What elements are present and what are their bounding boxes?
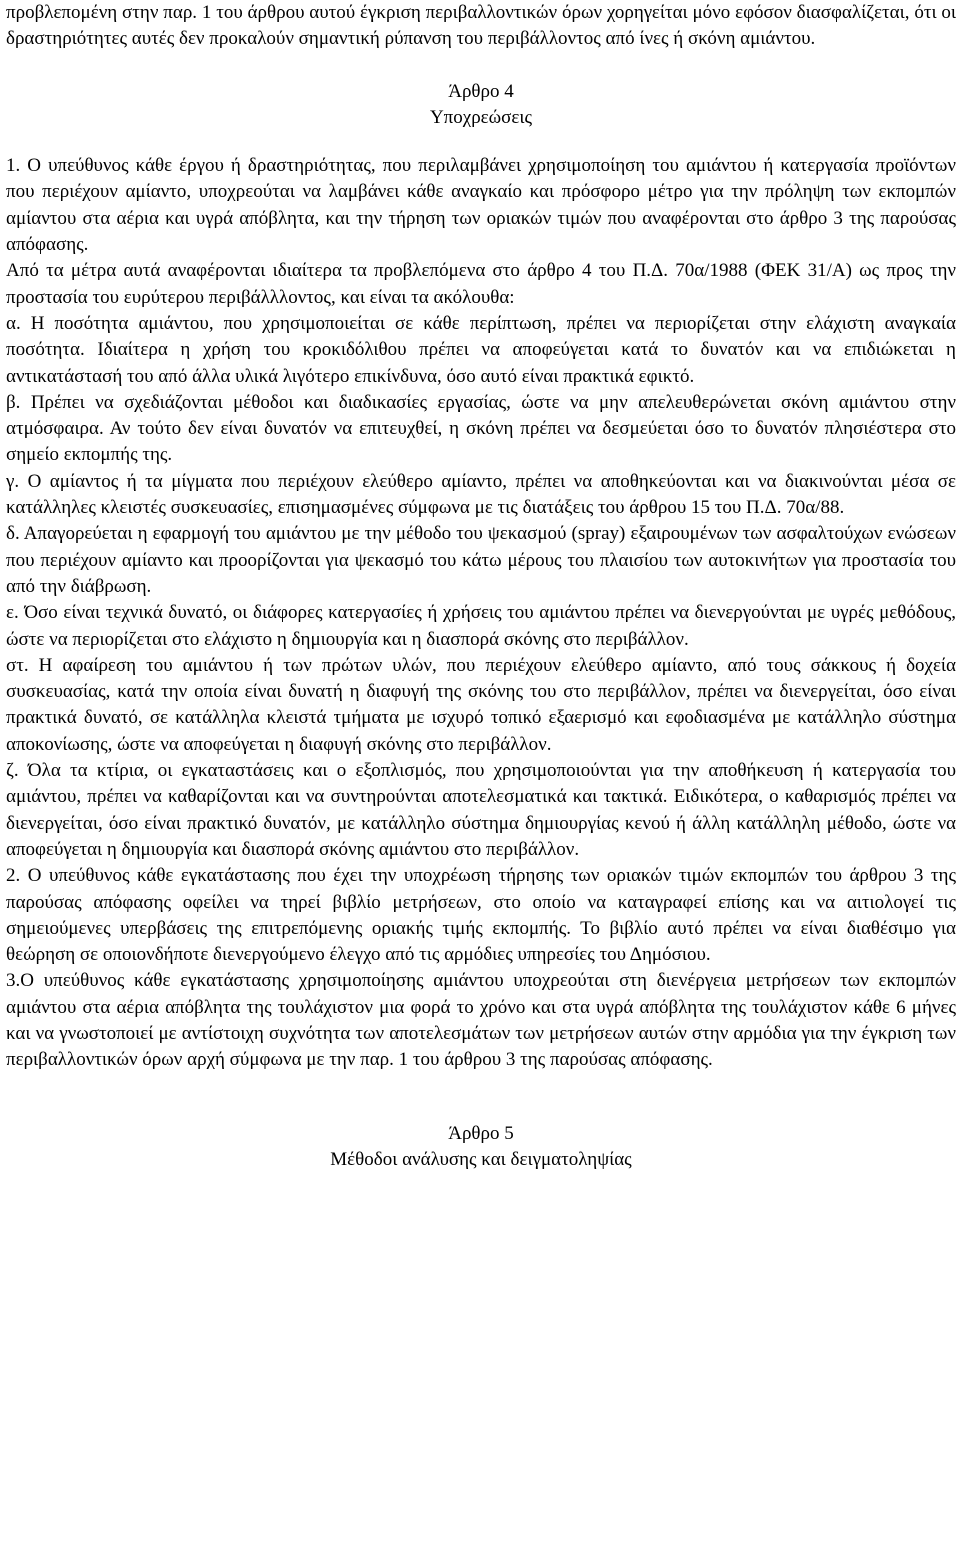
- article-5-heading: [6, 1121, 956, 1174]
- article-4-heading: [6, 79, 956, 132]
- paragraph-2: 2. Ο υπεύθυνος κάθε εγκατάστασης που έχει την υποχρέωση τήρησης των οριακών τιμών εκπομπών του άρθρου 3 της παρούσας απόφασης οφείλει να τηρεί βιβλίο μετρήσεων, στο οποίο να καταγραφεί επίσης και να αιτιολογεί τις σημειούμενες υπερβάσεις της επιτρεπόμενης οριακής τιμής εκπομπής. Το βιβλίο αυτό πρέπει να είναι διαθέσιμο για θεώρηση σε οποιονδήποτε διενεργούμενο έλεγχο από τις αρμόδιες υπηρεσίες του Δημόσιου.: [6, 865, 956, 966]
- paragraph-a: α. Η ποσότητα αμιάντου, που χρησιμοποιείται σε κάθε περίπτωση, πρέπει να περιορίζεται στην ελάχιστη αναγκαία ποσότητα. Ιδιαίτερα η χρήση του κροκιδόλιθου πρέπει να αποφεύγεται κατά το δυνατόν και να επιδιώκεται η αντικατάστασή του από άλλα υλικά λιγότερο επικίνδυνα, όσο αυτό είναι πρακτικά εφικτό.: [6, 312, 956, 387]
- paragraph-b: β. Πρέπει να σχεδιάζονται μέθοδοι και διαδικασίες εργασίας, ώστε να μην απελευθερώνεται σκόνη αμιάντου στην ατμόσφαιρα. Αν τούτο δεν είναι δυνατόν να επιτευχθεί, η σκόνη πρέπει να δεσμεύεται όσο το δυνατόν πλησιέστερα στο σημείο εκπομπής της.: [6, 391, 956, 466]
- article-4-title: Υποχρεώσεις: [429, 106, 533, 128]
- intro-paragraph: προβλεπομένη στην παρ. 1 του άρθρου αυτού έγκριση περιβαλλοντικών όρων χορηγείται μόνο εφόσον διασφαλίζεται, ότι οι δραστηριότητες αυτές δεν προκαλούν σημαντική ρύπανση του περιβάλλοντος από ίνες ή σκόνη αμιάντου.: [6, 2, 956, 50]
- paragraph-1: 1. Ο υπεύθυνος κάθε έργου ή δραστηριότητας, που περιλαμβάνει χρησιμοποίηση του αμιάντου ή κατεργασία προϊόντων που περιέχουν αμίαντο, υποχρεούται να λαμβάνει κάθε αναγκαίο και πρόσφορο μέτρο για την πρόληψη των εκπομπών αμίαντου στα αέρια και υγρά απόβλητα, και την τήρηση των οριακών τιμών που αναφέρονται στο άρθρο 3 της παρούσας απόφασης.: [6, 155, 956, 256]
- paragraph-e: ε. Όσο είναι τεχνικά δυνατό, οι διάφορες κατεργασίες ή χρήσεις του αμιάντου πρέπει να διενεργούνται με υγρές μεθόδους, ώστε να περιορίζεται στο ελάχιστο η δημιουργία και η διασπορά σκόνης στο περιβάλλον.: [6, 602, 956, 650]
- article-5-title: Μέθοδοι ανάλυσης και δειγματοληψίας: [330, 1148, 632, 1170]
- paragraph-d: δ. Απαγορεύεται η εφαρμογή του αμιάντου με την μέθοδο του ψεκασμού (spray) εξαιρουμένων των ασφαλτούχων ενώσεων που περιέχουν αμίαντο και προορίζονται για ψεκασμό του κάτω μέρους του πλαισίου των αυτοκινήτων για προστασία του από την διάβρωση.: [6, 523, 956, 597]
- paragraph-c: γ. Ο αμίαντος ή τα μίγματα που περιέχουν ελεύθερο αμίαντο, πρέπει να αποθηκεύονται και να διακινούνται μέσα σε κατάλληλες κλειστές συσκευασίες, επισημασμένες σύμφωνα με τις διατάξεις του άρθρου 15 του Π.Δ. 70α/88.: [6, 470, 956, 519]
- paragraph-st: στ. Η αφαίρεση του αμιάντου ή των πρώτων υλών, που περιέχουν ελεύθερο αμίαντο, από τους σάκκους ή δοχεία συσκευασίας, κατά την οποία είναι δυνατή η διαφυγή της σκόνης του στο περιβάλλον, πρέπει να διενεργείται, όσο είναι πρακτικά δυνατό, σε κατάλληλα κλειστά τμήματα με ισχυρό τοπικό εξαερισμό και εφοδιασμένα με κατάλληλο σύστημα αποκονίωσης, ώστε να αποφεύγεται η διαφυγή σκόνης στο περιβάλλον.: [6, 654, 956, 755]
- article-4-number: Άρθρο 4: [448, 80, 514, 102]
- paragraph-3: 3.Ο υπεύθυνος κάθε εγκατάστασης χρησιμοποίησης αμιάντου υποχρεούται στη διενέργεια μετρήσεων των εκπομπών αμιάντου στα αέρια απόβλητα της τουλάχιστον μια φορά το χρόνο και στα υγρά απόβλητα της τουλάχιστον κάθε 6 μήνες και να γνωστοποιεί με αντίστοιχη συχνότητα των αποτελεσμάτων των μετρήσεων αυτών στην αρμόδια για την έγκριση των περιβαλλοντικών όρων αρχή σύμφωνα με την παρ. 1 του άρθρου 3 της παρούσας απόφασης.: [6, 970, 956, 1071]
- paragraph-z: ζ. Όλα τα κτίρια, οι εγκαταστάσεις και ο εξοπλισμός, που χρησιμοποιούνται για την αποθήκευση ή κατεργασία του αμιάντου, πρέπει να καθαρίζονται και να συντηρούνται αποτελεσματικά και τακτικά. Ειδικότερα, ο καθαρισμός πρέπει να διενεργείται, όσο είναι πρακτικό δυνατόν, με κατάλληλο σύστημα δημιουργίας κενού ή άλλη κατάλληλη μέθοδο, ώστε να αποφεύγεται η δημιουργία και διασπορά σκόνης αμιάντου στο περιβάλλον.: [6, 760, 956, 860]
- paragraph-measures: Από τα μέτρα αυτά αναφέρονται ιδιαίτερα τα προβλεπόμενα στο άρθρο 4 του Π.Δ. 70α/1988 (ΦΕΚ 31/Α) ως προς την προστασία του ευρύτερου περιβάλλλοντος, και είναι τα ακόλουθα:: [6, 260, 956, 308]
- article-5-number: Άρθρο 5: [448, 1122, 514, 1144]
